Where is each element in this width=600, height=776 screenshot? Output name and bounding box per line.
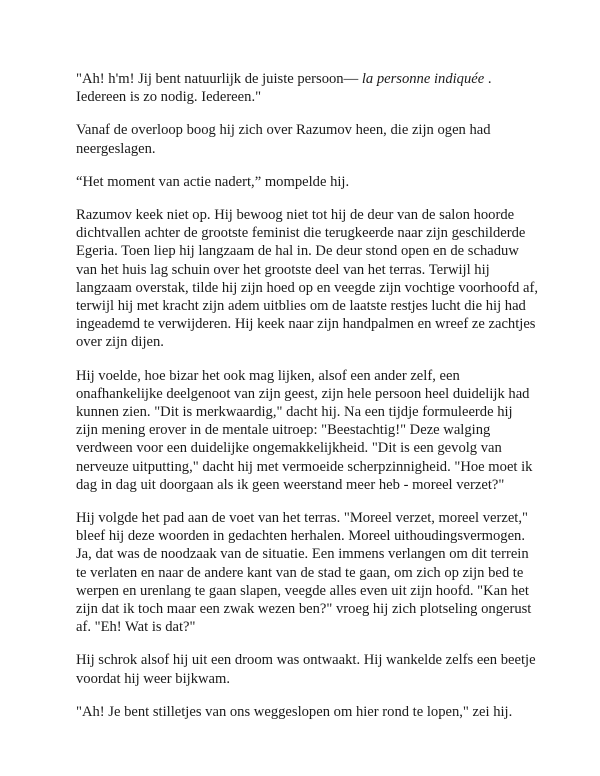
paragraph-2: Vanaf de overloop boog hij zich over Razumov heen, die zijn ogen had neergeslagen. [76,122,491,157]
paragraph-1-after: . Iedereen is zo nodig. Iedereen." [76,71,492,106]
paragraph-4: Razumov keek niet op. Hij bewoog niet tot hij de deur van de salon hoorde dichtvallen achter de grootste feminist die terugkeerde naar zijn geschilderde Egeria. Toen liep hij langzaam de hal in. De deur stond open en de schaduw van het huis lag schuin over het grootste deel van het terras. Terwijl hij langzaam overstak, tilde hij zijn hoed op en veegde zijn vochtige voorhoofd af, terwijl hij met kracht zijn adem uitblies om de laatste restjes lucht die hij had ingeademd te verwijderen. Hij keek naar zijn handpalmen en wreef ze zachtjes over zijn dijen. [76,207,538,351]
paragraph-7: Hij schrok alsof hij uit een droom was ontwaakt. Hij wankelde zelfs een beetje voordat hij weer bijkwam. [76,652,536,687]
paragraph-1-italic: la personne indiquée [361,71,485,87]
document-page [76,70,538,736]
paragraph-3: “Het moment van actie nadert,” mompelde hij. [76,173,350,190]
paragraph-6: Hij volgde het pad aan de voet van het terras. "Moreel verzet, moreel verzet," bleef hij deze woorden in gedachten herhalen. Moreel uithoudingsvermogen. Ja, dat was de noodzaak van de situatie. Een immens verlangen om dit terrein te verlaten en naar de andere kant van de stad te gaan, om zich op zijn bed te werpen en urenlang te gaan slapen, veegde alles even uit zijn hoofd. "Kan het zijn dat ik toch maar een zwak wezen ben?" vroeg hij zich plotseling ongerust af. "Eh! Wat is dat?" [76,510,532,636]
paragraph-1 [76,70,538,106]
paragraph-8: "Ah! Je bent stilletjes van ons weggeslopen om hier rond te lopen," zei hij. [76,703,513,720]
paragraph-5: Hij voelde, hoe bizar het ook mag lijken, alsof een ander zelf, een onafhankelijke deelgenoot van zijn geest, zijn hele persoon heel duidelijk had kunnen zien. "Dit is merkwaardig," dacht hij. Na een tijdje formuleerde hij zijn mening erover in de mentale uitroep: "Beestachtig!" Deze walging verdween voor een duidelijke ongemakkelijkheid. "Dit is een gevolg van nerveuze uitputting," dacht hij met vermoeide scherpzinnigheid. "Hoe moet ik dag in dag uit doorgaan als ik geen weerstand meer heb - moreel verzet?" [76,367,533,493]
paragraph-1-before: "Ah! h'm! Jij bent natuurlijk de juiste persoon— [76,71,362,87]
